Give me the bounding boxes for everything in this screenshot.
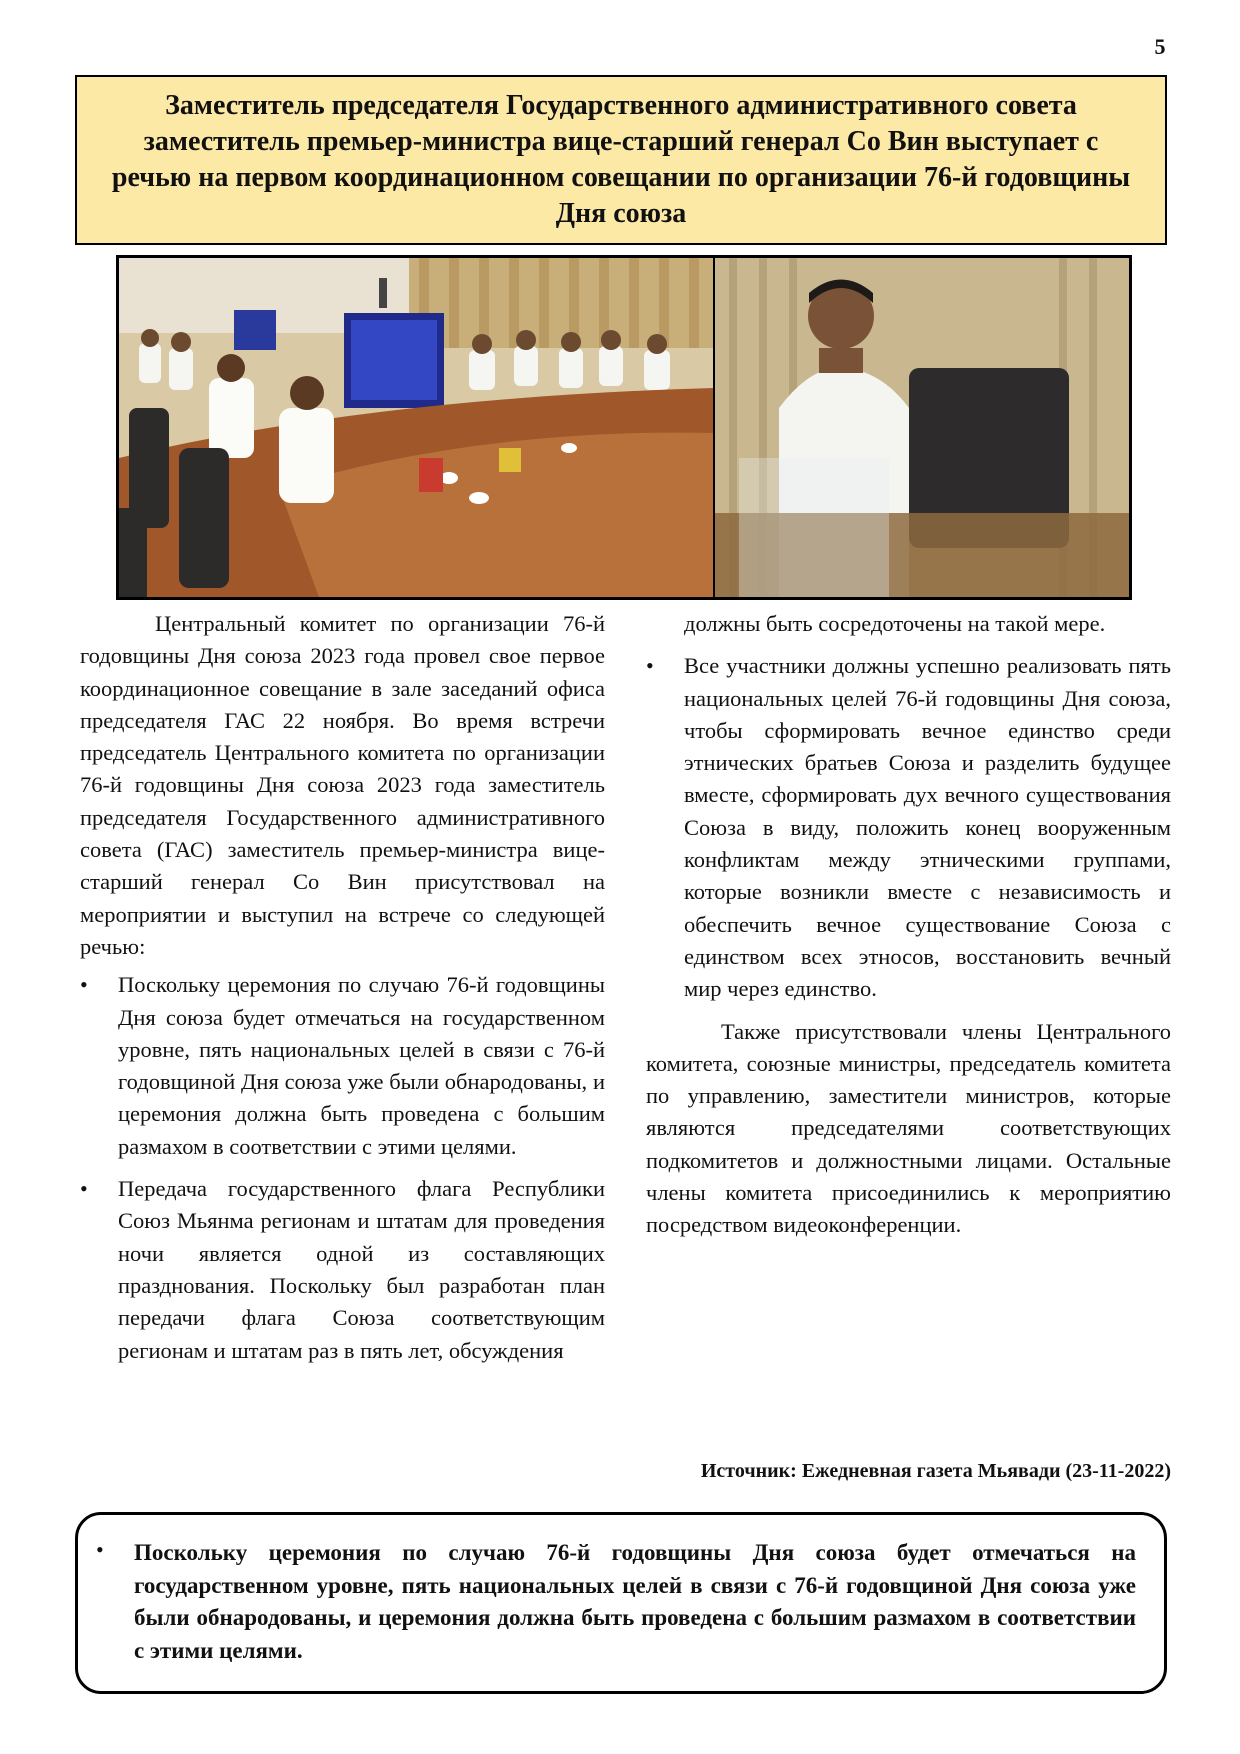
speaker-photo [715, 258, 1129, 597]
right-bullet-list [646, 650, 1171, 1005]
news-photo [116, 255, 1132, 600]
summary-item [96, 1537, 1136, 1667]
summary-box [75, 1512, 1167, 1694]
summary-text: Поскольку церемония по случаю 76-й годовщины Дня союза будет отмечаться на государственном уровне, пять национальных целей в связи с 76-й годовщиной Дня союза уже были обнародованы, и церемония должна быть проведена с большим размахом в соответствии с этими целями. [134, 1540, 1136, 1663]
intro-paragraph: Центральный комитет по организации 76-й годовщины Дня союза 2023 года провел свое первое координационное совещание в зале заседаний офиса председателя ГАС 22 ноября. Во время встречи председатель Центрального комитета по организации 76-й годовщины Дня союза 2023 года заместитель председателя Государственного административного совета (ГАС) заместитель премьер-министра вице-старший генерал Со Вин присутствовал на мероприятии и выступил на встрече со следующей речью: [80, 611, 605, 959]
source-line: Источник: Ежедневная газета Мьявади (23-11-2022) [700, 1460, 1171, 1482]
closing-paragraph: Также присутствовали члены Центрального комитета, союзные министры, председатель комитета по управлению, заместители министров, которые являются председателями соответствующих подкомитетов и должностными лицами. Остальные члены комитета присоединились к мероприятию посредством видеоконференции. [646, 1018, 1171, 1238]
right-column [646, 608, 1171, 1242]
headline: Заместитель председателя Государственного административного совета заместитель премьер-министра вице-старший генерал Со Вин выступает с речью на первом координационном совещании по организации 76-й годовщины Дня союза [111, 90, 1131, 229]
meeting-room-photo [119, 258, 713, 597]
bullet-item: • Все участники должны успешно реализовать пять национальных целей 76-й годовщины Дня союза, чтобы сформировать вечное единство среди этнических братьев Союза и разделить будущее вместе, сформировать дух вечного существования Союза в виду, положить конец вооруженным конфликтам между этническими группами, которые возникли вместе с независимость и обеспечить вечное существование Союза с единством всех этносов, восстановить вечный мир через единство. [646, 650, 1171, 1005]
page-number: 5 [1154, 34, 1166, 59]
left-column [80, 608, 605, 1377]
bullet-icon: • [96, 1537, 104, 1562]
left-bullet-list [80, 969, 605, 1367]
bullet-item: • Передача государственного флага Республики Союз Мьянма регионам и штатам для проведения ночи является одной из составляющих празднования. Поскольку был разработан план передачи флага Союза соответствующим регионам и штатам раз в пять лет, обсуждения [80, 1173, 605, 1367]
bullet-item: • Поскольку церемония по случаю 76-й годовщины Дня союза будет отмечаться на государственном уровне, пять национальных целей в связи с 76-й годовщиной Дня союза уже были обнародованы, и церемония должна быть проведена с большим размахом в соответствии с этими целями. [80, 969, 605, 1163]
headline-box [75, 75, 1167, 245]
continued-text: должны быть сосредоточены на такой мере. [684, 611, 1106, 636]
